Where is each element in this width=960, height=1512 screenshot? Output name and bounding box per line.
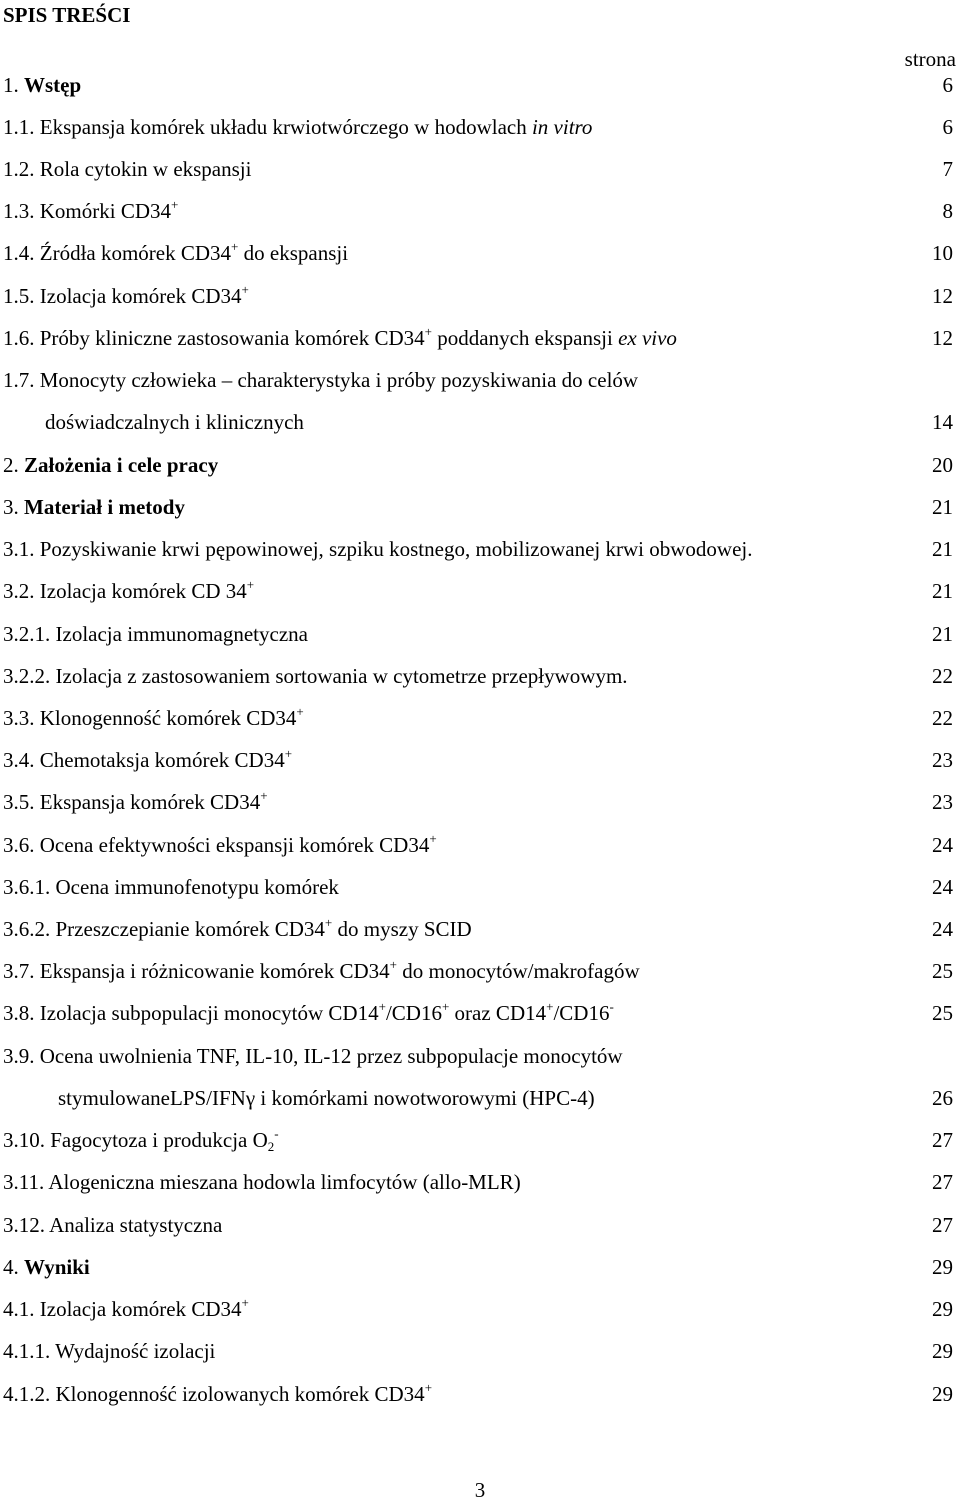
toc-entry-page: 14 xyxy=(932,410,953,434)
toc-entry-label: Założenia i cele pracy xyxy=(24,453,219,477)
toc-entry-page: 20 xyxy=(932,453,953,477)
toc-entry-page: 29 xyxy=(932,1382,953,1406)
toc-entry-label: Ekspansja i różnicowanie komórek CD34 xyxy=(39,959,390,983)
toc-entry-page: 29 xyxy=(932,1255,953,1279)
toc-entry-page: 22 xyxy=(932,664,953,688)
toc-entry[interactable]: 3.6. Ocena efektywności ekspansji komórek CD34+ 24 xyxy=(3,831,953,857)
toc-entry-label: Fagocytoza i produkcja O xyxy=(50,1128,268,1152)
toc-entry-label: Wyniki xyxy=(24,1255,90,1279)
toc-entry[interactable]: 3.2. Izolacja komórek CD 34+ 21 xyxy=(3,577,953,603)
toc-entry-label: Próby kliniczne zastosowania komórek CD34 xyxy=(39,326,425,350)
toc-entry-label: Wydajność izolacji xyxy=(55,1339,216,1363)
toc-entry-page: 23 xyxy=(932,790,953,814)
toc-entry-page: 24 xyxy=(932,917,953,941)
toc-entry-label: Klonogenność komórek CD34 xyxy=(39,706,297,730)
toc-entry-page: 29 xyxy=(932,1339,953,1363)
toc-entry[interactable]: 3.3. Klonogenność komórek CD34+ 22 xyxy=(3,704,953,730)
toc-entry[interactable]: 3.10. Fagocytoza i produkcja $O_2^-$ 27 xyxy=(3,1126,953,1154)
toc-entry[interactable]: 3.8. Izolacja subpopulacji monocytów CD14+/CD16+ oraz CD14+/CD16- 25 xyxy=(3,999,953,1025)
toc-entry[interactable]: 3.6.1. Ocena immunofenotypu komórek 24 xyxy=(3,875,953,899)
toc-entry-page: 10 xyxy=(932,241,953,265)
toc-entry[interactable]: 4.1.1. Wydajność izolacji 29 xyxy=(3,1339,953,1363)
toc-entry-label: Wstęp xyxy=(24,73,82,97)
toc-entry-label: Ocena immunofenotypu komórek xyxy=(55,875,339,899)
toc-entry-label: Analiza statystyczna xyxy=(49,1213,223,1237)
toc-entry[interactable]: 3. Materiał i metody 21 xyxy=(3,495,953,519)
page-column-label: strona xyxy=(904,47,956,71)
toc-entry-label: Przeszczepianie komórek CD34 xyxy=(55,917,325,941)
toc-entry[interactable]: 1.2. Rola cytokin w ekspansji 7 xyxy=(3,157,953,181)
toc-entry[interactable]: 1.3. Komórki CD34+ 8 xyxy=(3,197,953,223)
toc-entry-label: Materiał i metody xyxy=(24,495,185,519)
toc-entry-label: Izolacja komórek CD 34 xyxy=(39,579,247,603)
toc-entry[interactable]: 3.5. Ekspansja komórek CD34+ 23 xyxy=(3,788,953,814)
toc-entry-label: Źródła komórek CD34 xyxy=(39,241,232,265)
toc-entry[interactable]: 3.12. Analiza statystyczna 27 xyxy=(3,1213,953,1237)
toc-entry-label: Izolacja immunomagnetyczna xyxy=(55,622,308,646)
toc-entry[interactable]: 3.4. Chemotaksja komórek CD34+ 23 xyxy=(3,746,953,772)
toc-entry[interactable]: 1.4. Źródła komórek CD34+ do ekspansji 10 xyxy=(3,239,953,265)
toc-entry-page: 29 xyxy=(932,1297,953,1321)
toc-entry-label: Izolacja subpopulacji monocytów CD14 xyxy=(39,1001,379,1025)
toc-entry-continuation[interactable]: doświadczalnych i klinicznych 14 xyxy=(45,410,953,434)
toc-entry[interactable]: 3.11. Alogeniczna mieszana hodowla limfocytów (allo-MLR) 27 xyxy=(3,1170,953,1194)
toc-entry-page: 6 xyxy=(942,115,953,139)
toc-entry-page: 8 xyxy=(942,199,953,223)
toc-entry-label: Komórki CD34 xyxy=(39,199,171,223)
toc-entry[interactable]: 1.6. Próby kliniczne zastosowania komórek CD34+ poddanych ekspansji ex vivo 12 xyxy=(3,324,953,350)
toc-entry-label: Ocena efektywności ekspansji komórek CD34 xyxy=(39,833,430,857)
toc-entry-page: 6 xyxy=(942,73,953,97)
toc-entry-label: Izolacja z zastosowaniem sortowania w cytometrze przepływowym. xyxy=(55,664,628,688)
toc-entry-page: 21 xyxy=(932,579,953,603)
toc-entry[interactable]: 3.1. Pozyskiwanie krwi pępowinowej, szpiku kostnego, mobilizowanej krwi obwodowej. 21 xyxy=(3,537,953,561)
toc-entry[interactable]: 4.1.2. Klonogenność izolowanych komórek CD34+ 29 xyxy=(3,1380,953,1406)
page-number: 3 xyxy=(474,1478,486,1502)
toc-entry[interactable]: 4.1. Izolacja komórek CD34+ 29 xyxy=(3,1295,953,1321)
toc-entry-page: 25 xyxy=(932,959,953,983)
toc-entry[interactable]: 3.7. Ekspansja i różnicowanie komórek CD34+ do monocytów/makrofagów 25 xyxy=(3,957,953,983)
toc-entry[interactable]: 1.7. Monocyty człowieka – charakterystyka i próby pozyskiwania do celów xyxy=(3,368,639,392)
toc-entry-page: 24 xyxy=(932,875,953,899)
toc-entry-label: Izolacja komórek CD34 xyxy=(39,284,242,308)
toc-entry-label: Pozyskiwanie krwi pępowinowej, szpiku kostnego, mobilizowanej krwi obwodowej. xyxy=(39,537,753,561)
toc-entry[interactable]: 2. Założenia i cele pracy 20 xyxy=(3,453,953,477)
toc-entry-page: 21 xyxy=(932,537,953,561)
toc-entry[interactable]: 3.2.2. Izolacja z zastosowaniem sortowania w cytometrze przepływowym. 22 xyxy=(3,664,953,688)
toc-entry-page: 27 xyxy=(932,1170,953,1194)
toc-entry-page: 24 xyxy=(932,833,953,857)
toc-entry[interactable]: 1.5. Izolacja komórek CD34+ 12 xyxy=(3,282,953,308)
toc-entry[interactable]: 1.1. Ekspansja komórek układu krwiotwórczego w hodowlach in vitro 6 xyxy=(3,115,953,139)
toc-entry-label: Klonogenność izolowanych komórek CD34 xyxy=(55,1382,425,1406)
toc-entry-page: 23 xyxy=(932,748,953,772)
toc-entry[interactable]: 3.2.1. Izolacja immunomagnetyczna 21 xyxy=(3,622,953,646)
toc-entry-page: 21 xyxy=(932,622,953,646)
toc-entry-label: Ekspansja komórek CD34 xyxy=(39,790,261,814)
toc-entry-continuation[interactable]: stymulowaneLPS/IFNγ i komórkami nowotworowymi (HPC-4) 26 xyxy=(58,1086,953,1110)
toc-entry-label: Monocyty człowieka – charakterystyka i próby pozyskiwania do celów xyxy=(39,368,639,392)
toc-entry[interactable]: 1. Wstęp 6 xyxy=(3,73,953,97)
toc-entry-page: 27 xyxy=(932,1213,953,1237)
toc-entry[interactable]: 3.9. Ocena uwolnienia TNF, IL-10, IL-12 przez subpopulacje monocytów xyxy=(3,1044,623,1068)
toc-entry-label: Ocena uwolnienia TNF, IL-10, IL-12 przez subpopulacje monocytów xyxy=(39,1044,623,1068)
toc-entry-label: Alogeniczna mieszana hodowla limfocytów (allo-MLR) xyxy=(48,1170,521,1194)
toc-entry-page: 21 xyxy=(932,495,953,519)
toc-entry-page: 12 xyxy=(932,326,953,350)
toc-entry-label: Chemotaksja komórek CD34 xyxy=(39,748,285,772)
toc-entry-page: 26 xyxy=(932,1086,953,1110)
toc-entry[interactable]: 4. Wyniki 29 xyxy=(3,1255,953,1279)
page-title: SPIS TREŚCI xyxy=(3,3,131,27)
toc-entry-label: Rola cytokin w ekspansji xyxy=(39,157,252,181)
toc-entry-page: 12 xyxy=(932,284,953,308)
toc-entry-label: Ekspansja komórek układu krwiotwórczego w hodowlach xyxy=(39,115,527,139)
toc-entry[interactable]: 3.6.2. Przeszczepianie komórek CD34+ do myszy SCID 24 xyxy=(3,915,953,941)
toc-entry-page: 22 xyxy=(932,706,953,730)
toc-entry-page: 27 xyxy=(932,1128,953,1152)
toc-entry-page: 25 xyxy=(932,1001,953,1025)
toc-entry-page: 7 xyxy=(942,157,953,181)
toc-entry-label: Izolacja komórek CD34 xyxy=(39,1297,242,1321)
